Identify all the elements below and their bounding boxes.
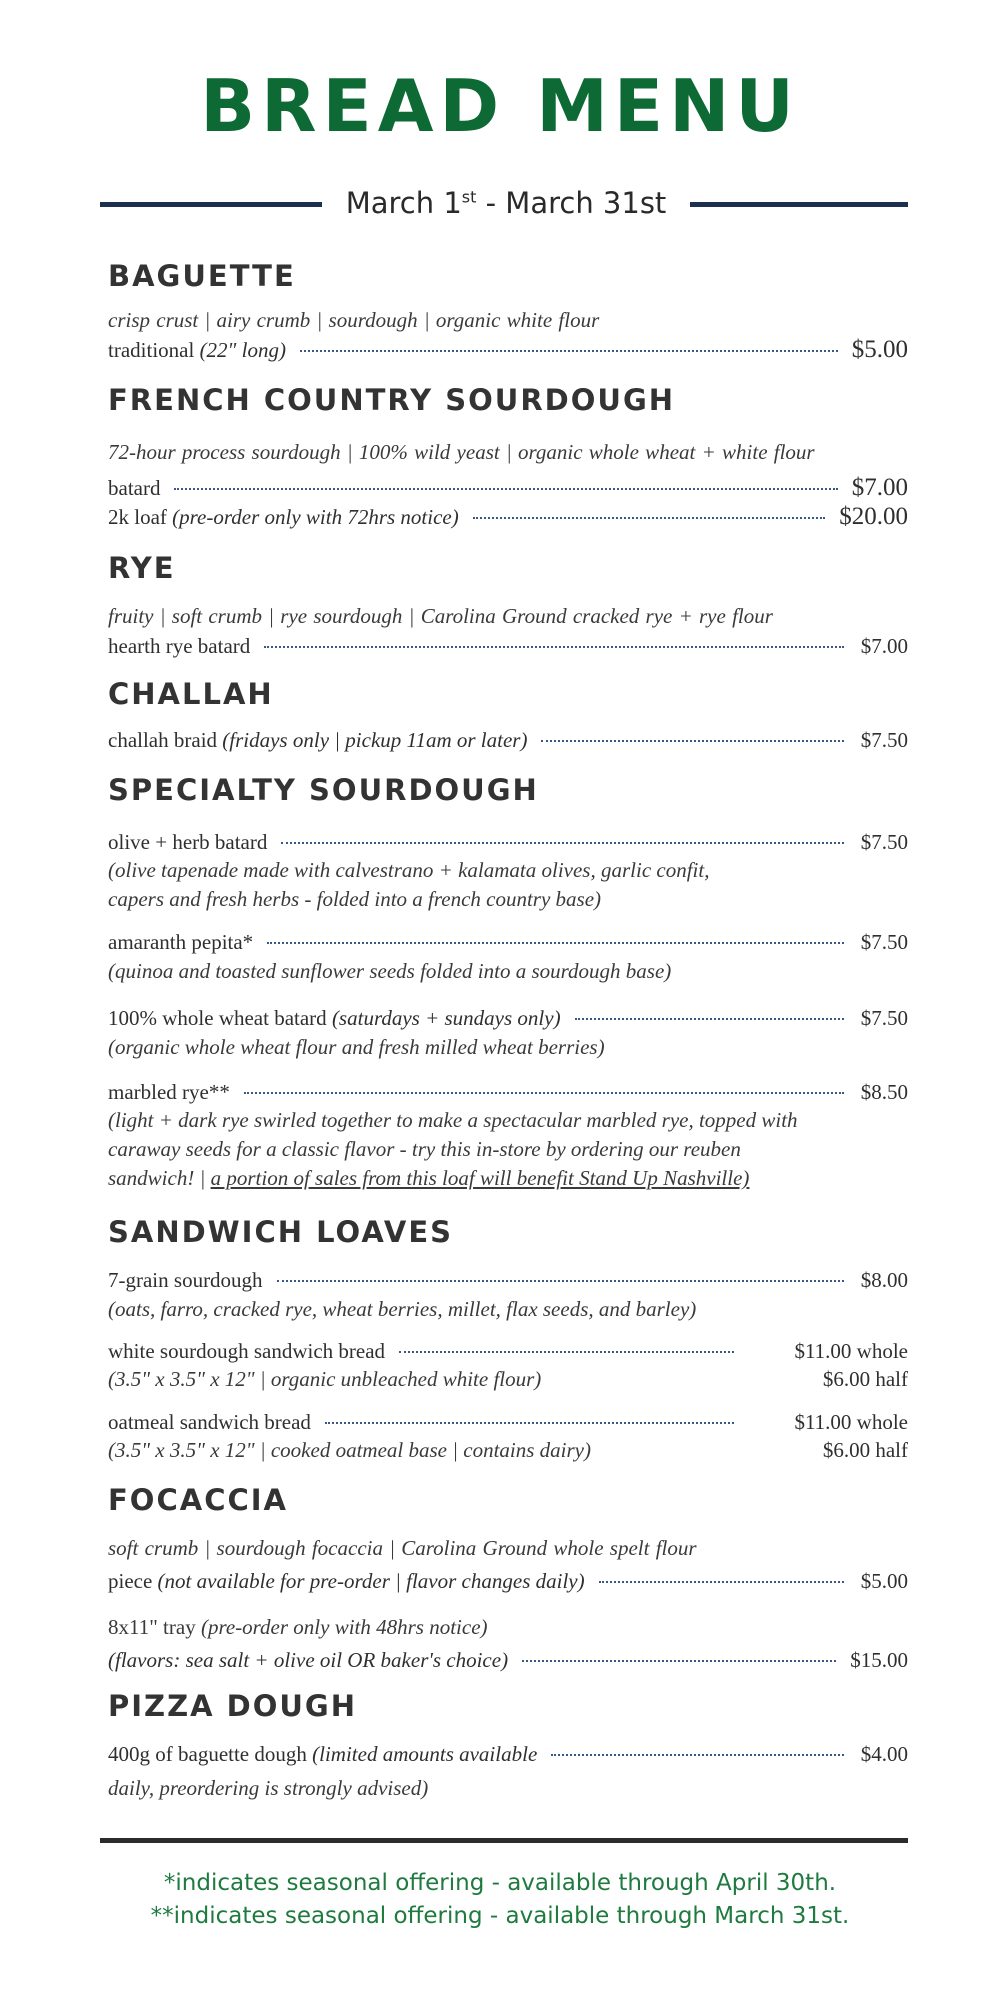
- item-price: $7.50: [860, 728, 908, 752]
- date-range: [322, 186, 690, 220]
- section-heading-baguette: BAGUETTE: [108, 259, 296, 293]
- item-price: $4.00: [860, 1742, 908, 1766]
- item-name: challah braid (fridays only | pickup 11am or later): [108, 728, 528, 752]
- menu-item-marbled-rye: [108, 1080, 908, 1105]
- dot-leader: [264, 645, 844, 648]
- baguette-description: crisp crust | airy crumb | sourdough | organic white flour: [108, 308, 600, 332]
- date-ordinal: st: [461, 187, 477, 207]
- oatmeal-detail: (3.5" x 3.5" x 12" | cooked oatmeal base | contains dairy): [108, 1438, 591, 1462]
- item-price: $8.00: [860, 1268, 908, 1292]
- section-heading-french-country: FRENCH COUNTRY SOURDOUGH: [108, 383, 676, 417]
- menu-item-olive-herb: [108, 830, 908, 855]
- white-price-whole: $11.00 whole: [794, 1339, 908, 1363]
- item-price: $5.00: [860, 1569, 908, 1593]
- menu-item-baguette-traditional: [108, 336, 908, 364]
- amaranth-detail: (quinoa and toasted sunflower seeds folded into a sourdough base): [108, 959, 672, 983]
- item-name: olive + herb batard: [108, 830, 268, 854]
- footnote-seasonal-march: **indicates seasonal offering - available through March 31st.: [150, 1903, 850, 1929]
- section-heading-rye: RYE: [108, 551, 176, 585]
- menu-item-challah-braid: [108, 728, 908, 753]
- section-heading-sandwich: SANDWICH LOAVES: [108, 1215, 454, 1249]
- menu-title: BREAD MENU: [200, 64, 800, 148]
- charity-note: a portion of sales from this loaf will benefit Stand Up Nashville): [210, 1166, 750, 1190]
- dot-leader: [244, 1091, 844, 1094]
- dot-leader: [551, 1753, 844, 1756]
- item-price: $20.00: [839, 503, 908, 530]
- dot-leader: [267, 941, 844, 944]
- item-name: white sourdough sandwich bread: [108, 1339, 386, 1363]
- divider-left: [100, 202, 322, 207]
- item-price: $7.00: [851, 474, 908, 501]
- focaccia-tray-flavors-row: [108, 1648, 908, 1673]
- marbled-detail-1: (light + dark rye swirled together to make a spectacular marbled rye, topped with: [108, 1108, 798, 1132]
- item-price: $5.00: [851, 336, 908, 363]
- item-price: $7.00: [860, 634, 908, 658]
- item-name: marbled rye**: [108, 1080, 230, 1104]
- menu-item-focaccia-piece: [108, 1569, 908, 1594]
- bottom-divider: [100, 1838, 908, 1843]
- dot-leader: [277, 1279, 844, 1282]
- item-name: oatmeal sandwich bread: [108, 1410, 311, 1434]
- item-name: piece (not available for pre-order | flavor changes daily): [108, 1569, 585, 1593]
- menu-item-pizza-dough: [108, 1742, 908, 1767]
- section-heading-focaccia: FOCACCIA: [108, 1483, 288, 1517]
- item-name: 2k loaf (pre-order only with 72hrs notice): [108, 505, 459, 529]
- marbled-detail-3: sandwich! | a portion of sales from this loaf will benefit Stand Up Nashville): [108, 1166, 750, 1190]
- menu-item-hearth-rye: [108, 634, 908, 659]
- menu-item-batard: [108, 474, 908, 502]
- item-name: 100% whole wheat batard (saturdays + sundays only): [108, 1006, 561, 1030]
- rye-description: fruity | soft crumb | rye sourdough | Carolina Ground cracked rye + rye flour: [108, 604, 773, 628]
- dot-leader: [325, 1421, 734, 1424]
- 7-grain-detail: (oats, farro, cracked rye, wheat berries, millet, flax seeds, and barley): [108, 1297, 697, 1321]
- menu-item-amaranth-pepita: [108, 930, 908, 955]
- focaccia-description: soft crumb | sourdough focaccia | Carolina Ground whole spelt flour: [108, 1536, 697, 1560]
- section-heading-challah: CHALLAH: [108, 677, 274, 711]
- marbled-detail-2: caraway seeds for a classic flavor - try this in-store by ordering our reuben: [108, 1137, 741, 1161]
- item-name: traditional (22" long): [108, 338, 286, 362]
- dot-leader: [599, 1580, 844, 1583]
- menu-item-2k-loaf: [108, 503, 908, 531]
- item-name: 7-grain sourdough: [108, 1268, 263, 1292]
- dot-leader: [174, 487, 837, 490]
- oatmeal-price-half: $6.00 half: [822, 1438, 908, 1462]
- item-price: $8.50: [860, 1080, 908, 1104]
- dot-leader: [399, 1350, 734, 1353]
- item-price: $7.50: [860, 930, 908, 954]
- divider-right: [690, 202, 908, 207]
- olive-detail-1: (olive tapenade made with calvestrano + kalamata olives, garlic confit,: [108, 858, 710, 882]
- item-name: batard: [108, 476, 161, 500]
- dot-leader: [300, 349, 838, 352]
- item-name: hearth rye batard: [108, 634, 251, 658]
- date-start: March 1: [345, 186, 462, 220]
- dot-leader: [522, 1659, 836, 1662]
- item-detail: (flavors: sea salt + olive oil OR baker's choice): [108, 1648, 509, 1672]
- item-name: 400g of baguette dough (limited amounts available: [108, 1742, 538, 1766]
- olive-detail-2: capers and fresh herbs - folded into a french country base): [108, 887, 602, 911]
- french-description: 72-hour process sourdough | 100% wild yeast | organic whole wheat + white flour: [108, 440, 815, 464]
- item-price: $15.00: [850, 1648, 908, 1672]
- item-price: $7.50: [860, 1006, 908, 1030]
- white-detail: (3.5" x 3.5" x 12" | organic unbleached white flour): [108, 1367, 542, 1391]
- item-price: $7.50: [860, 830, 908, 854]
- dot-leader: [281, 841, 844, 844]
- date-end: - March 31st: [476, 186, 667, 220]
- menu-item-whole-wheat: [108, 1006, 908, 1031]
- oatmeal-price-whole: $11.00 whole: [794, 1410, 908, 1434]
- item-name: amaranth pepita*: [108, 930, 254, 954]
- white-price-half: $6.00 half: [822, 1367, 908, 1391]
- menu-item-white-sandwich: [108, 1339, 748, 1364]
- dot-leader: [541, 739, 844, 742]
- menu-item-focaccia-tray: 8x11" tray (pre-order only with 48hrs notice): [108, 1615, 488, 1639]
- pizza-detail: daily, preordering is strongly advised): [108, 1776, 429, 1800]
- date-range-row: [100, 186, 908, 226]
- menu-item-7-grain: [108, 1268, 908, 1293]
- section-heading-specialty: SPECIALTY SOURDOUGH: [108, 773, 539, 807]
- dot-leader: [473, 516, 826, 519]
- section-heading-pizza: PIZZA DOUGH: [108, 1689, 357, 1723]
- footnote-seasonal-april: *indicates seasonal offering - available through April 30th.: [163, 1870, 837, 1896]
- menu-item-oatmeal-sandwich: [108, 1410, 748, 1435]
- wheat-detail: (organic whole wheat flour and fresh milled wheat berries): [108, 1035, 605, 1059]
- dot-leader: [575, 1017, 844, 1020]
